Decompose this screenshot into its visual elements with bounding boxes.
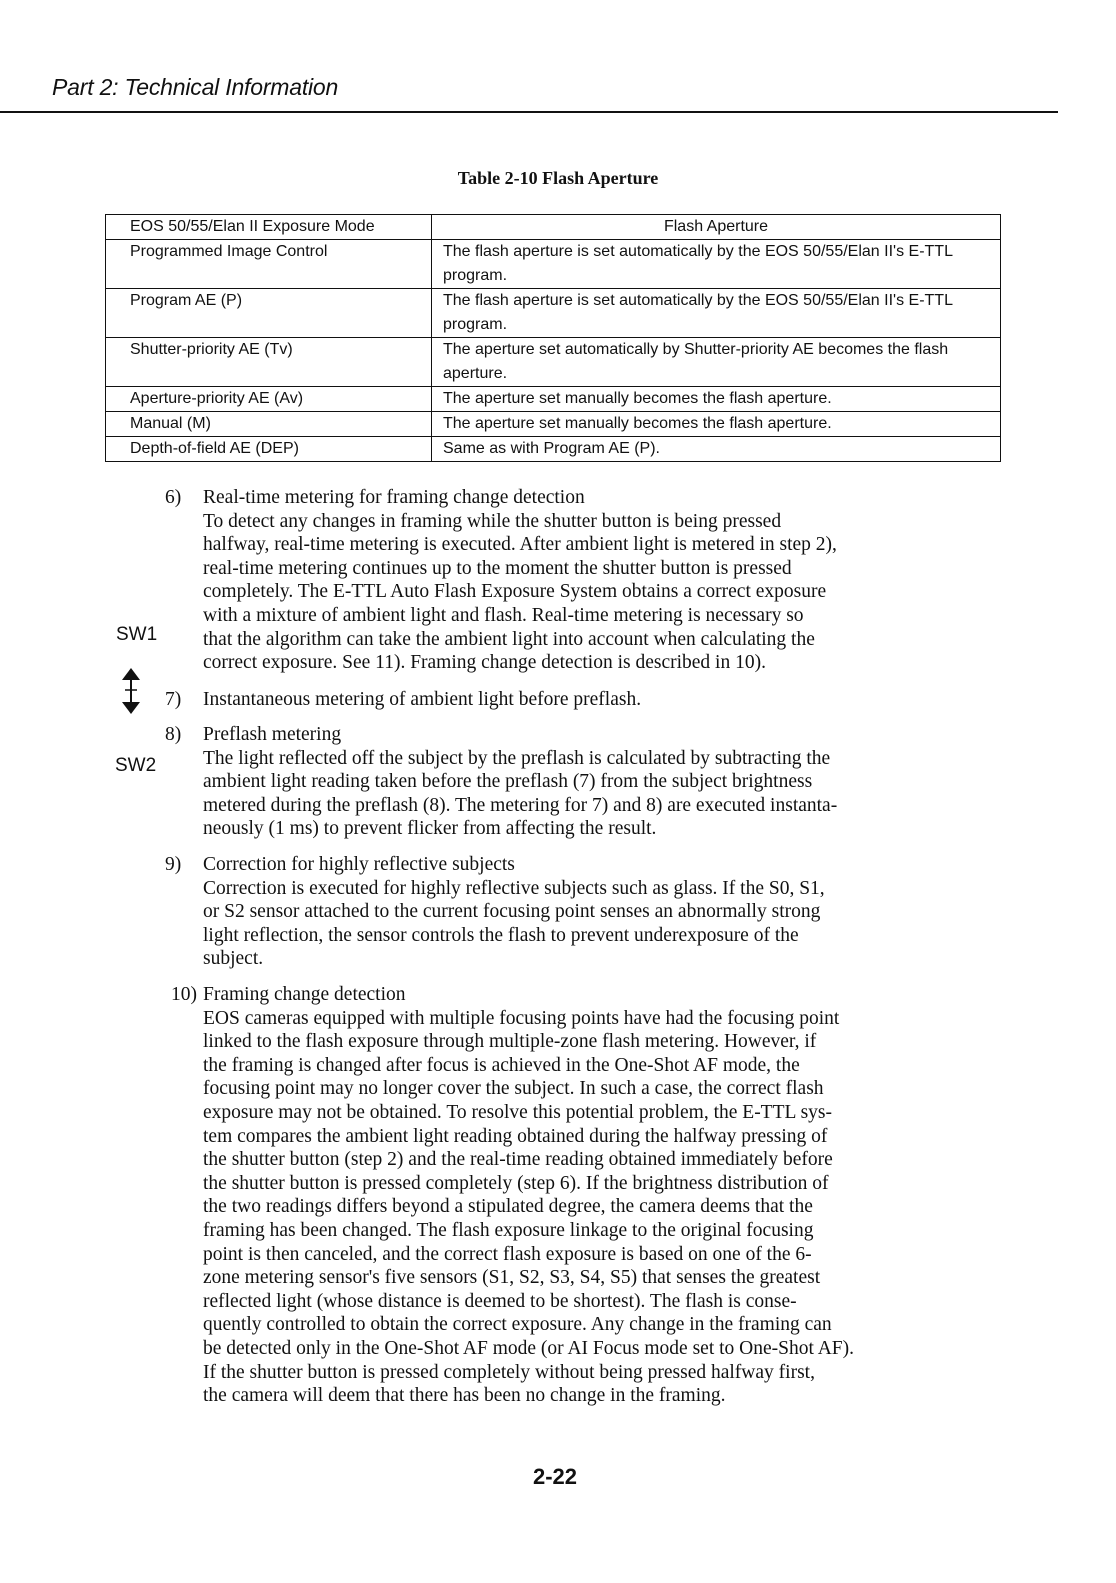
column-header-aperture: Flash Aperture [432,215,1001,240]
item-number: 9) [165,854,182,875]
list-item-6 [165,486,1003,675]
list-item-8 [165,723,1003,841]
item-line: EOS cameras equipped with multiple focusing points have had the focusing point [203,1007,840,1029]
up-down-arrow-icon [116,666,146,716]
table-row [106,412,1001,437]
table-cell-aperture: The aperture set automatically by Shutter-priority AE becomes the flash aperture. [432,338,1001,387]
table-row [106,387,1001,412]
item-line: ambient light reading taken before the preflash (7) from the subject brightness [203,771,813,793]
item-heading: Instantaneous metering of ambient light before preflash. [203,689,642,710]
item-line: correct exposure. See 11). Framing change detection is described in 10). [203,652,766,674]
table-row [106,240,1001,289]
item-heading: Framing change detection [203,984,406,1005]
item-number: 8) [165,724,182,745]
item-heading: Preflash metering [203,724,342,745]
table-cell-aperture: The flash aperture is set automatically by the EOS 50/55/Elan II's E-TTL program. [432,240,1001,289]
item-line: Correction is executed for highly reflective subjects such as glass. If the S0, S1, [203,877,825,899]
item-line: tem compares the ambient light reading obtained during the halfway pressing of [203,1125,828,1147]
item-line: light reflection, the sensor controls the flash to prevent underexposure of the [203,924,799,946]
item-line: the camera will deem that there has been no change in the framing. [203,1385,726,1407]
item-line: reflected light (whose distance is deemed to be shortest). The flash is conse- [203,1290,797,1312]
item-line: framing has been changed. The flash exposure linkage to the original focusing [203,1219,814,1241]
page-number: 2-22 [532,1464,578,1489]
page-header-title: Part 2: Technical Information [52,74,339,100]
item-line: be detected only in the One-Shot AF mode (or AI Focus mode set to One-Shot AF). [203,1337,855,1359]
table-cell-mode: Depth-of-field AE (DEP) [106,437,432,462]
list-item-9 [165,853,1003,971]
item-line: If the shutter button is pressed completely without being pressed halfway first, [203,1361,815,1383]
list-item-7 [165,688,1003,712]
item-line: subject. [203,948,264,970]
sw2-label: SW2 [115,755,157,776]
header-rule [0,111,1058,113]
item-line: focusing point may no longer cover the subject. In such a case, the correct flash [203,1078,824,1100]
table-cell-aperture: Same as with Program AE (P). [432,437,1001,462]
sw1-label: SW1 [116,624,158,645]
item-line: zone metering sensor's five sensors (S1, S2, S3, S4, S5) that senses the greatest [203,1267,821,1289]
table-cell-mode: Manual (M) [106,412,432,437]
list-item-10 [171,983,1003,1408]
table-cell-mode: Shutter-priority AE (Tv) [106,338,432,387]
item-number: 10) [171,984,197,1005]
table-row [106,338,1001,387]
flash-aperture-table [105,214,1001,462]
item-number: 7) [165,689,182,710]
table-cell-aperture: The aperture set manually becomes the flash aperture. [432,412,1001,437]
table-caption: Table 2-10 Flash Aperture [457,168,659,188]
item-line: quently controlled to obtain the correct exposure. Any change in the framing can [203,1314,832,1336]
table-cell-mode: Aperture-priority AE (Av) [106,387,432,412]
table-row [106,289,1001,338]
column-header-mode: EOS 50/55/Elan II Exposure Mode [106,215,432,240]
item-line: point is then canceled, and the correct flash exposure is based on one of the 6- [203,1243,812,1265]
item-line: the shutter button is pressed completely (step 6). If the brightness distribution of [203,1172,829,1194]
item-line: the two readings differs beyond a stipulated degree, the camera deems that the [203,1196,813,1218]
item-line: real-time metering continues up to the moment the shutter button is pressed [203,557,792,579]
table-cell-aperture: The flash aperture is set automatically by the EOS 50/55/Elan II's E-TTL program. [432,289,1001,338]
table-cell-mode: Programmed Image Control [106,240,432,289]
item-line: exposure may not be obtained. To resolve this potential problem, the E-TTL sys- [203,1101,832,1123]
table-cell-aperture: The aperture set manually becomes the flash aperture. [432,387,1001,412]
item-line: with a mixture of ambient light and flash. Real-time metering is necessary so [203,604,804,626]
item-line: neously (1 ms) to prevent flicker from affecting the result. [203,818,657,840]
item-heading: Real-time metering for framing change detection [203,487,585,508]
item-line: completely. The E-TTL Auto Flash Exposure System obtains a correct exposure [203,581,827,603]
item-line: linked to the flash exposure through multiple-zone flash metering. However, if [203,1031,817,1053]
item-heading: Correction for highly reflective subjects [203,854,515,875]
item-line: To detect any changes in framing while the shutter button is being pressed [203,510,782,532]
table-cell-mode: Program AE (P) [106,289,432,338]
table-header-row [106,215,1001,240]
item-line: the framing is changed after focus is achieved in the One-Shot AF mode, the [203,1054,800,1076]
table-row [106,437,1001,462]
item-number: 6) [165,487,182,508]
item-line: the shutter button (step 2) and the real-time reading obtained immediately before [203,1149,833,1171]
item-line: or S2 sensor attached to the current focusing point senses an abnormally strong [203,901,821,923]
item-line: The light reflected off the subject by the preflash is calculated by subtracting the [203,747,831,769]
item-line: halfway, real-time metering is executed. After ambient light is metered in step 2), [203,534,837,556]
item-line: metered during the preflash (8). The metering for 7) and 8) are executed instanta- [203,794,838,816]
item-line: that the algorithm can take the ambient light into account when calculating the [203,628,815,650]
